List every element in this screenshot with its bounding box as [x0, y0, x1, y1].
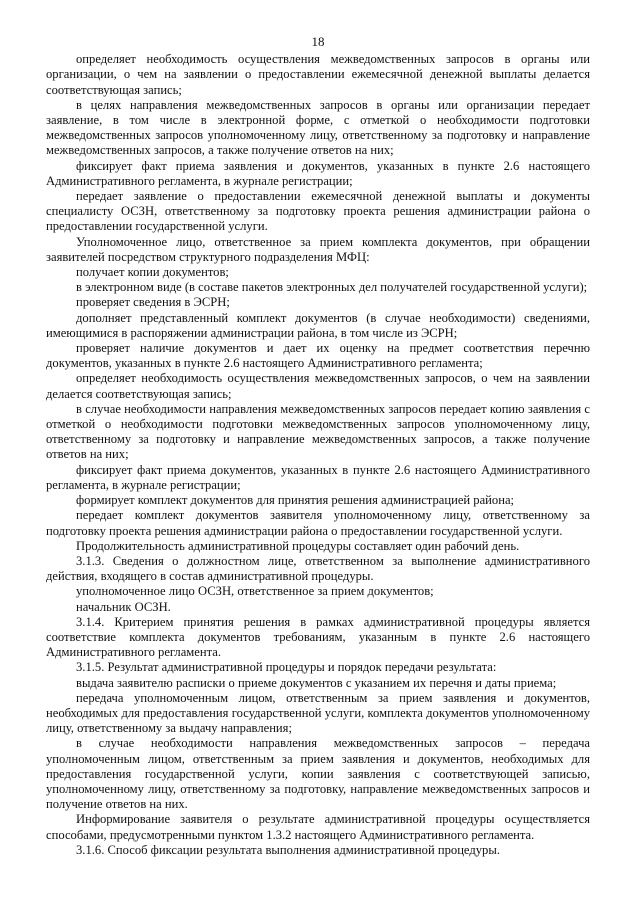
paragraph: получает копии документов; — [76, 265, 229, 280]
paragraph: передает комплект документов заявителя уполномоченному лицу, ответственному за подготовку проекта решения администрации района о предоставлении государственной услуги. — [46, 508, 590, 538]
paragraph: фиксирует факт приема заявления и документов, указанных в пункте 2.6 настоящего Административного регламента, в журнале регистрации; — [46, 158, 590, 188]
paragraph: начальник ОСЗН. — [76, 599, 171, 614]
paragraph: определяет необходимость осуществления межведомственных запросов, о чем на заявлении делается соответствующая запись; — [46, 371, 590, 401]
paragraph: выдача заявителю расписки о приеме документов с указанием их перечня и даты приема; — [76, 675, 557, 690]
paragraph: 3.1.3. Сведения о должностном лице, ответственном за выполнение административного действия, входящего в состав административной процедуры. — [46, 553, 590, 584]
paragraph: проверяет наличие документов и дает их оценку на предмет соответствия перечню документов, указанных в пункте 2.6 настоящего Административного регламента; — [46, 341, 590, 371]
paragraph: передает заявление о предоставлении ежемесячной денежной выплаты и документы специалисту ОСЗН, ответственному за подготовку проекта решения администрации района о предоставлении государственной услуги. — [46, 189, 590, 234]
paragraph: Уполномоченное лицо, ответственное за прием комплекта документов, при обращении заявителей посредством структурного подразделения МФЦ: — [46, 234, 590, 264]
paragraph: в случае необходимости направления межведомственных запросов – передача уполномоченным лицом, ответственным за прием заявления и документов, необходимых для предоставления государственной услуги, копии заявления с соответствующей записью, уполномоченному лицу, ответственному за подготовку, направление межведомственных запросов и получение ответов на них. — [46, 736, 590, 812]
paragraph: в случае необходимости направления межведомственных запросов передает копию заявления с отметкой о необходимости подготовки межведомственных запросов уполномоченному лицу, ответственному за подготовку и направление межведомственных запросов, а также получение ответов на них; — [46, 401, 590, 462]
paragraph: 3.1.6. Способ фиксации результата выполнения административной процедуры. — [76, 842, 500, 857]
paragraph: уполномоченное лицо ОСЗН, ответственное за прием документов; — [76, 584, 434, 599]
paragraph: фиксирует факт приема документов, указанных в пункте 2.6 настоящего Административного регламента, в журнале регистрации; — [46, 462, 590, 492]
paragraph: передача уполномоченным лицом, ответственным за прием заявления и документов, необходимых для предоставления государственной услуги, комплекта документов уполномоченному лицу, ответственному за выдачу направления; — [46, 690, 590, 736]
paragraph: в целях направления межведомственных запросов в органы или организации передает заявление, в том числе в электронной форме, с отметкой о необходимости подготовки межведомственных запросов уполномоченному лицу, ответственному за подготовку и направление межведомственных запросов, а также получение ответов на них; — [46, 97, 590, 158]
paragraph: Информирование заявителя о результате административной процедуры осуществляется способами, предусмотренными пунктом 1.3.2 настоящего Административного регламента. — [46, 812, 590, 842]
paragraph: 3.1.4. Критерием принятия решения в рамках административной процедуры является соответствие комплекта документов требованиям, указанным в пункте 2.6 настоящего Административного регламента. — [46, 614, 590, 660]
page-number: 18 — [311, 34, 325, 49]
paragraph: определяет необходимость осуществления межведомственных запросов в органы или организации, о чем на заявлении о предоставлении ежемесячной денежной выплаты делается соответствующая запись; — [46, 52, 590, 97]
paragraph: дополняет представленный комплект документов (в случае необходимости) сведениями, имеющимися в распоряжении администрации района, в том числе из ЭСРН; — [46, 310, 590, 340]
paragraph: 3.1.5. Результат административной процедуры и порядок передачи результата: — [76, 660, 497, 675]
document-body — [46, 52, 590, 858]
paragraph: в электронном виде (в составе пакетов электронных дел получателей государственной услуги); — [76, 280, 588, 295]
paragraph: проверяет сведения в ЭСРН; — [76, 295, 230, 310]
paragraph: Продолжительность административной процедуры составляет один рабочий день. — [76, 538, 520, 553]
paragraph: формирует комплект документов для принятия решения администрацией района; — [76, 493, 515, 508]
